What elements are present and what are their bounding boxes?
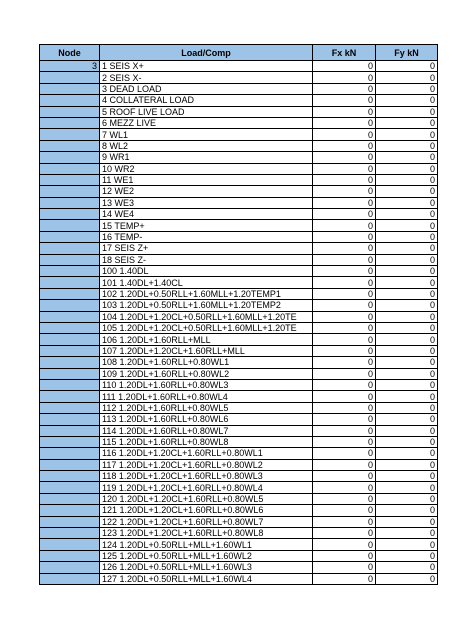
fy-cell[interactable]: 0 <box>376 197 438 208</box>
load-comp-cell[interactable]: 7 WL1 <box>100 129 313 140</box>
fy-cell[interactable]: 0 <box>376 402 438 413</box>
node-cell[interactable] <box>40 95 100 106</box>
load-comp-cell[interactable]: 11 WE1 <box>100 174 313 185</box>
fx-cell[interactable]: 0 <box>313 573 376 584</box>
node-cell[interactable] <box>40 266 100 277</box>
node-cell[interactable] <box>40 129 100 140</box>
fx-cell[interactable]: 0 <box>313 311 376 322</box>
node-cell[interactable] <box>40 83 100 94</box>
load-comp-cell[interactable]: 112 1.20DL+1.60RLL+0.80WL5 <box>100 402 313 413</box>
node-cell[interactable] <box>40 163 100 174</box>
load-comp-cell[interactable]: 16 TEMP- <box>100 231 313 242</box>
load-comp-cell[interactable]: 105 1.20DL+1.20CL+0.50RLL+1.60MLL+1.20TE <box>100 322 313 333</box>
table-row <box>40 471 438 482</box>
fy-cell[interactable]: 0 <box>376 277 438 288</box>
load-comp-cell[interactable]: 14 WE4 <box>100 209 313 220</box>
table-row <box>40 311 438 322</box>
table-row <box>40 391 438 402</box>
fy-cell[interactable]: 0 <box>376 573 438 584</box>
node-cell[interactable] <box>40 220 100 231</box>
node-cell[interactable] <box>40 573 100 584</box>
fx-cell[interactable]: 0 <box>313 471 376 482</box>
table-row <box>40 174 438 185</box>
fy-cell[interactable]: 0 <box>376 539 438 550</box>
node-cell[interactable] <box>40 243 100 254</box>
load-comp-cell[interactable]: 115 1.20DL+1.60RLL+0.80WL8 <box>100 436 313 447</box>
fx-cell[interactable]: 0 <box>313 357 376 368</box>
fx-cell[interactable]: 0 <box>313 106 376 117</box>
load-comp-cell[interactable]: 9 WR1 <box>100 152 313 163</box>
fy-cell[interactable]: 0 <box>376 83 438 94</box>
table-row <box>40 539 438 550</box>
load-comp-cell[interactable]: 102 1.20DL+0.50RLL+1.60MLL+1.20TEMP1 <box>100 288 313 299</box>
table-row <box>40 448 438 459</box>
node-cell[interactable] <box>40 471 100 482</box>
table-row <box>40 197 438 208</box>
fy-cell[interactable]: 0 <box>376 140 438 151</box>
fy-cell[interactable]: 0 <box>376 357 438 368</box>
node-cell[interactable] <box>40 505 100 516</box>
load-comp-cell[interactable]: 126 1.20DL+0.50RLL+MLL+1.60WL3 <box>100 562 313 573</box>
load-comp-cell[interactable]: 110 1.20DL+1.60RLL+0.80WL3 <box>100 379 313 390</box>
fy-cell[interactable]: 0 <box>376 471 438 482</box>
node-cell[interactable] <box>40 357 100 368</box>
fy-cell[interactable]: 0 <box>376 345 438 356</box>
fx-cell[interactable]: 0 <box>313 277 376 288</box>
load-comp-cell[interactable]: 107 1.20DL+1.20CL+1.60RLL+MLL <box>100 345 313 356</box>
node-cell[interactable] <box>40 209 100 220</box>
fx-cell[interactable]: 0 <box>313 254 376 265</box>
load-comp-cell[interactable]: 8 WL2 <box>100 140 313 151</box>
node-cell[interactable] <box>40 493 100 504</box>
fy-cell[interactable]: 0 <box>376 72 438 83</box>
fy-cell[interactable]: 0 <box>376 300 438 311</box>
fy-cell[interactable]: 0 <box>376 379 438 390</box>
load-comp-cell[interactable]: 104 1.20DL+1.20CL+0.50RLL+1.60MLL+1.20TE <box>100 311 313 322</box>
fy-cell[interactable]: 0 <box>376 448 438 459</box>
fy-cell[interactable]: 0 <box>376 436 438 447</box>
fx-cell[interactable]: 0 <box>313 140 376 151</box>
fy-cell[interactable]: 0 <box>376 117 438 128</box>
fy-cell[interactable]: 0 <box>376 61 438 72</box>
load-comp-cell[interactable]: 12 WE2 <box>100 186 313 197</box>
table-row <box>40 61 438 72</box>
load-comp-cell[interactable]: 113 1.20DL+1.60RLL+0.80WL6 <box>100 414 313 425</box>
node-cell[interactable] <box>40 391 100 402</box>
fy-cell[interactable]: 0 <box>376 129 438 140</box>
table-row <box>40 528 438 539</box>
load-comp-cell[interactable]: 124 1.20DL+0.50RLL+MLL+1.60WL1 <box>100 539 313 550</box>
fx-cell[interactable]: 0 <box>313 379 376 390</box>
fx-cell[interactable]: 0 <box>313 197 376 208</box>
fy-cell[interactable]: 0 <box>376 254 438 265</box>
table-row <box>40 482 438 493</box>
table-row <box>40 573 438 584</box>
fx-cell[interactable]: 0 <box>313 95 376 106</box>
fx-cell[interactable]: 0 <box>313 345 376 356</box>
node-cell[interactable] <box>40 516 100 527</box>
node-cell[interactable] <box>40 117 100 128</box>
fy-cell[interactable]: 0 <box>376 106 438 117</box>
table-row <box>40 163 438 174</box>
fy-cell[interactable]: 0 <box>376 493 438 504</box>
fx-cell[interactable]: 0 <box>313 163 376 174</box>
table-row <box>40 277 438 288</box>
table-row <box>40 266 438 277</box>
fy-cell[interactable]: 0 <box>376 322 438 333</box>
node-cell[interactable] <box>40 459 100 470</box>
fy-cell[interactable]: 0 <box>376 414 438 425</box>
node-cell[interactable] <box>40 277 100 288</box>
node-cell[interactable] <box>40 152 100 163</box>
fx-cell[interactable]: 0 <box>313 414 376 425</box>
load-comp-cell[interactable]: 10 WR2 <box>100 163 313 174</box>
node-cell[interactable] <box>40 300 100 311</box>
load-comp-cell[interactable]: 2 SEIS X- <box>100 72 313 83</box>
node-cell[interactable] <box>40 311 100 322</box>
node-cell[interactable] <box>40 334 100 345</box>
load-comp-cell[interactable]: 101 1.40DL+1.40CL <box>100 277 313 288</box>
load-comp-cell[interactable]: 17 SEIS Z+ <box>100 243 313 254</box>
fy-cell[interactable]: 0 <box>376 425 438 436</box>
load-comp-cell[interactable]: 103 1.20DL+0.50RLL+1.60MLL+1.20TEMP2 <box>100 300 313 311</box>
header-load-comp[interactable]: Load/Comp <box>100 45 313 61</box>
fx-cell[interactable]: 0 <box>313 61 376 72</box>
fx-cell[interactable]: 0 <box>313 528 376 539</box>
fx-cell[interactable]: 0 <box>313 516 376 527</box>
load-comp-cell[interactable]: 106 1.20DL+1.60RLL+MLL <box>100 334 313 345</box>
table-row <box>40 243 438 254</box>
fy-cell[interactable]: 0 <box>376 95 438 106</box>
table-row <box>40 516 438 527</box>
fy-cell[interactable]: 0 <box>376 368 438 379</box>
table-row <box>40 357 438 368</box>
fx-cell[interactable]: 0 <box>313 322 376 333</box>
load-comp-cell[interactable]: 15 TEMP+ <box>100 220 313 231</box>
fy-cell[interactable]: 0 <box>376 163 438 174</box>
table-row <box>40 106 438 117</box>
node-cell[interactable] <box>40 550 100 561</box>
table-row <box>40 334 438 345</box>
fx-cell[interactable]: 0 <box>313 231 376 242</box>
node-cell[interactable] <box>40 436 100 447</box>
fx-cell[interactable]: 0 <box>313 493 376 504</box>
load-comp-cell[interactable]: 5 ROOF LIVE LOAD <box>100 106 313 117</box>
load-comp-cell[interactable]: 122 1.20DL+1.20CL+1.60RLL+0.80WL7 <box>100 516 313 527</box>
node-cell[interactable] <box>40 345 100 356</box>
fx-cell[interactable]: 0 <box>313 152 376 163</box>
load-comp-cell[interactable]: 1 SEIS X+ <box>100 61 313 72</box>
table-row <box>40 550 438 561</box>
fx-cell[interactable]: 0 <box>313 550 376 561</box>
header-fy[interactable]: Fy kN <box>376 45 438 61</box>
node-cell[interactable] <box>40 368 100 379</box>
table-row <box>40 322 438 333</box>
table-row <box>40 300 438 311</box>
load-comp-cell[interactable]: 109 1.20DL+1.60RLL+0.80WL2 <box>100 368 313 379</box>
table-row <box>40 345 438 356</box>
header-row <box>40 45 438 61</box>
fx-cell[interactable]: 0 <box>313 83 376 94</box>
node-cell[interactable] <box>40 254 100 265</box>
load-comp-cell[interactable]: 125 1.20DL+0.50RLL+MLL+1.60WL2 <box>100 550 313 561</box>
fx-cell[interactable]: 0 <box>313 482 376 493</box>
fy-cell[interactable]: 0 <box>376 516 438 527</box>
fy-cell[interactable]: 0 <box>376 186 438 197</box>
table-row <box>40 379 438 390</box>
table-row <box>40 402 438 413</box>
node-cell[interactable] <box>40 528 100 539</box>
fx-cell[interactable]: 0 <box>313 129 376 140</box>
fx-cell[interactable]: 0 <box>313 243 376 254</box>
node-cell[interactable] <box>40 425 100 436</box>
fy-cell[interactable]: 0 <box>376 288 438 299</box>
node-cell[interactable] <box>40 197 100 208</box>
fy-cell[interactable]: 0 <box>376 209 438 220</box>
load-comp-cell[interactable]: 6 MEZZ LIVE <box>100 117 313 128</box>
table-row <box>40 562 438 573</box>
header-node[interactable]: Node <box>40 45 100 61</box>
fx-cell[interactable]: 0 <box>313 539 376 550</box>
fx-cell[interactable]: 0 <box>313 459 376 470</box>
node-cell[interactable] <box>40 379 100 390</box>
header-fx[interactable]: Fx kN <box>313 45 376 61</box>
fy-cell[interactable]: 0 <box>376 505 438 516</box>
fx-cell[interactable]: 0 <box>313 425 376 436</box>
fy-cell[interactable]: 0 <box>376 528 438 539</box>
node-cell[interactable] <box>40 288 100 299</box>
load-comp-cell[interactable]: 127 1.20DL+0.50RLL+MLL+1.60WL4 <box>100 573 313 584</box>
fy-cell[interactable]: 0 <box>376 482 438 493</box>
fy-cell[interactable]: 0 <box>376 220 438 231</box>
table-row <box>40 459 438 470</box>
fx-cell[interactable]: 0 <box>313 562 376 573</box>
fy-cell[interactable]: 0 <box>376 459 438 470</box>
table-row <box>40 288 438 299</box>
node-cell[interactable] <box>40 402 100 413</box>
fx-cell[interactable]: 0 <box>313 174 376 185</box>
load-comp-cell[interactable]: 100 1.40DL <box>100 266 313 277</box>
fx-cell[interactable]: 0 <box>313 436 376 447</box>
node-cell[interactable] <box>40 322 100 333</box>
load-comp-cell[interactable]: 118 1.20DL+1.20CL+1.60RLL+0.80WL3 <box>100 471 313 482</box>
fy-cell[interactable]: 0 <box>376 311 438 322</box>
table-row <box>40 95 438 106</box>
fy-cell[interactable]: 0 <box>376 243 438 254</box>
table-row <box>40 72 438 83</box>
table-row <box>40 140 438 151</box>
fx-cell[interactable]: 0 <box>313 448 376 459</box>
node-cell[interactable] <box>40 231 100 242</box>
fx-cell[interactable]: 0 <box>313 288 376 299</box>
fy-cell[interactable]: 0 <box>376 174 438 185</box>
fx-cell[interactable]: 0 <box>313 209 376 220</box>
fy-cell[interactable]: 0 <box>376 152 438 163</box>
fx-cell[interactable]: 0 <box>313 117 376 128</box>
node-cell[interactable] <box>40 72 100 83</box>
fx-cell[interactable]: 0 <box>313 266 376 277</box>
fy-cell[interactable]: 0 <box>376 391 438 402</box>
fy-cell[interactable]: 0 <box>376 334 438 345</box>
load-comp-cell[interactable]: 3 DEAD LOAD <box>100 83 313 94</box>
node-cell[interactable] <box>40 482 100 493</box>
fx-cell[interactable]: 0 <box>313 72 376 83</box>
node-cell[interactable] <box>40 140 100 151</box>
fy-cell[interactable]: 0 <box>376 550 438 561</box>
table-row <box>40 505 438 516</box>
fx-cell[interactable]: 0 <box>313 505 376 516</box>
load-comp-cell[interactable]: 4 COLLATERAL LOAD <box>100 95 313 106</box>
table-row <box>40 220 438 231</box>
table-row <box>40 231 438 242</box>
table-row <box>40 425 438 436</box>
load-comp-cell[interactable]: 18 SEIS Z- <box>100 254 313 265</box>
table-row <box>40 414 438 425</box>
node-cell[interactable] <box>40 186 100 197</box>
results-table <box>39 44 438 585</box>
node-cell[interactable] <box>40 414 100 425</box>
table-row <box>40 83 438 94</box>
fx-cell[interactable]: 0 <box>313 368 376 379</box>
fy-cell[interactable]: 0 <box>376 266 438 277</box>
load-comp-cell[interactable]: 111 1.20DL+1.60RLL+0.80WL4 <box>100 391 313 402</box>
table-row <box>40 254 438 265</box>
load-comp-cell[interactable]: 114 1.20DL+1.60RLL+0.80WL7 <box>100 425 313 436</box>
fx-cell[interactable]: 0 <box>313 300 376 311</box>
load-comp-cell[interactable]: 116 1.20DL+1.20CL+1.60RLL+0.80WL1 <box>100 448 313 459</box>
fy-cell[interactable]: 0 <box>376 231 438 242</box>
node-cell[interactable] <box>40 448 100 459</box>
load-comp-cell[interactable]: 119 1.20DL+1.20CL+1.60RLL+0.80WL4 <box>100 482 313 493</box>
node-cell[interactable] <box>40 539 100 550</box>
table-row <box>40 152 438 163</box>
load-comp-cell[interactable]: 120 1.20DL+1.20CL+1.60RLL+0.80WL5 <box>100 493 313 504</box>
node-cell[interactable] <box>40 562 100 573</box>
load-comp-cell[interactable]: 13 WE3 <box>100 197 313 208</box>
table-row <box>40 186 438 197</box>
load-comp-cell[interactable]: 121 1.20DL+1.20CL+1.60RLL+0.80WL6 <box>100 505 313 516</box>
node-cell[interactable]: 3 <box>40 61 100 72</box>
fx-cell[interactable]: 0 <box>313 220 376 231</box>
node-cell[interactable] <box>40 106 100 117</box>
load-comp-cell[interactable]: 108 1.20DL+1.60RLL+0.80WL1 <box>100 357 313 368</box>
table-row <box>40 209 438 220</box>
fx-cell[interactable]: 0 <box>313 186 376 197</box>
table-row <box>40 493 438 504</box>
table-row <box>40 129 438 140</box>
node-cell[interactable] <box>40 174 100 185</box>
load-comp-cell[interactable]: 117 1.20DL+1.20CL+1.60RLL+0.80WL2 <box>100 459 313 470</box>
table-row <box>40 436 438 447</box>
table-row <box>40 117 438 128</box>
fx-cell[interactable]: 0 <box>313 402 376 413</box>
table-row <box>40 368 438 379</box>
load-comp-cell[interactable]: 123 1.20DL+1.20CL+1.60RLL+0.80WL8 <box>100 528 313 539</box>
fx-cell[interactable]: 0 <box>313 391 376 402</box>
fx-cell[interactable]: 0 <box>313 334 376 345</box>
fy-cell[interactable]: 0 <box>376 562 438 573</box>
